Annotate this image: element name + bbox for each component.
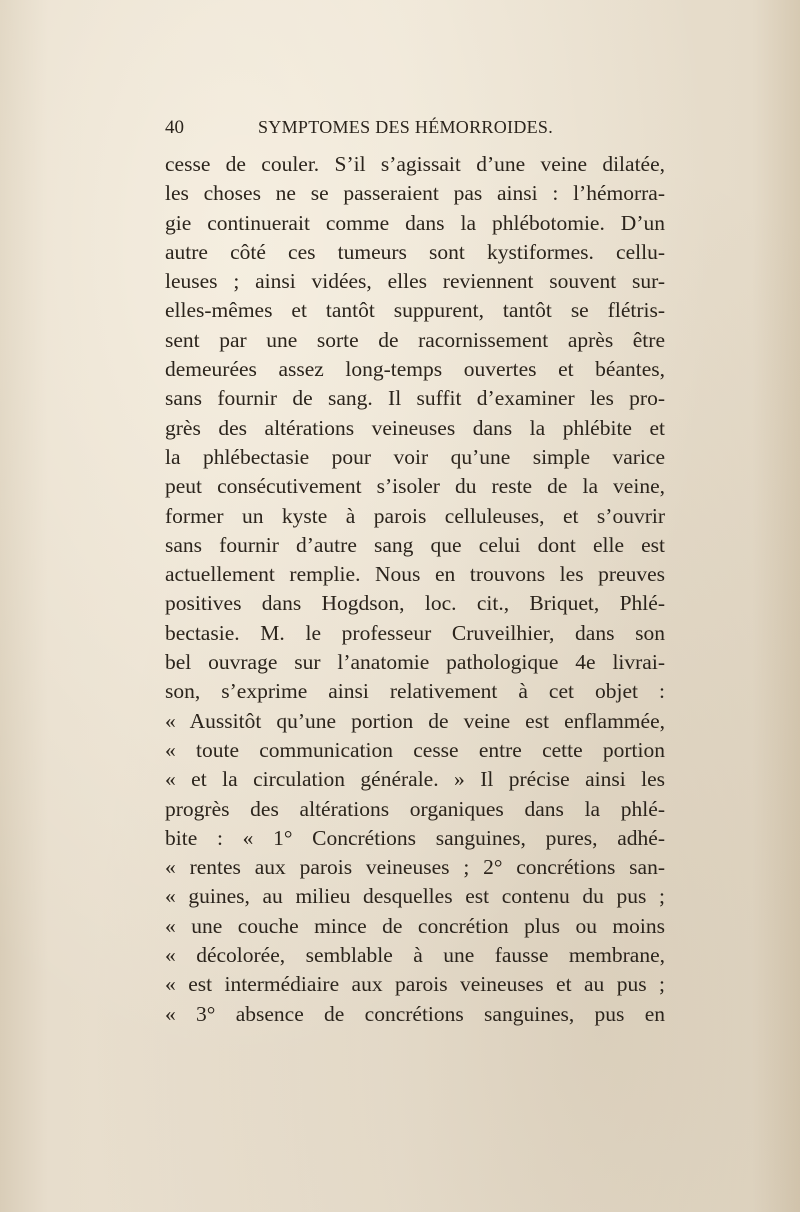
- text-line: bectasie. M. le professeur Cruveilhier, dans son: [165, 620, 665, 645]
- text-line: son, s’exprime ainsi relativement à cet objet :: [165, 679, 665, 704]
- text-line: bite : « 1° Concrétions sanguines, pures, adhé-: [165, 825, 665, 850]
- text-line: « est intermédiaire aux parois veineuses et au pus ;: [165, 972, 665, 997]
- text-line: actuellement remplie. Nous en trouvons les preuves: [165, 562, 665, 587]
- text-line: « rentes aux parois veineuses ; 2° concrétions san-: [165, 855, 665, 880]
- text-line: « décolorée, semblable à une fausse membrane,: [165, 943, 665, 968]
- text-line: peut consécutivement s’isoler du reste de la veine,: [165, 474, 665, 499]
- text-line: former un kyste à parois celluleuses, et s’ouvrir: [165, 503, 665, 528]
- text-line: cesse de couler. S’il s’agissait d’une veine dilatée,: [165, 152, 665, 176]
- body-text: [165, 150, 665, 1029]
- text-line: bel ouvrage sur l’anatomie pathologique 4e livrai-: [165, 650, 665, 675]
- page-header: [165, 117, 665, 143]
- text-line: sans fournir d’autre sang que celui dont elle est: [165, 532, 665, 557]
- text-line: grès des altérations veineuses dans la phlébite et: [165, 415, 665, 440]
- text-line: elles-mêmes et tantôt suppurent, tantôt se flétris-: [165, 298, 665, 323]
- text-line: « et la circulation générale. » Il précise ainsi les: [165, 767, 665, 792]
- text-line: autre côté ces tumeurs sont kystiformes. cellu-: [165, 239, 665, 264]
- text-line: « toute communication cesse entre cette portion: [165, 737, 665, 762]
- text-line: gie continuerait comme dans la phlébotomie. D’un: [165, 210, 665, 235]
- text-line: les choses ne se passeraient pas ainsi : l’hémorra-: [165, 181, 665, 206]
- text-line: la phlébectasie pour voir qu’une simple varice: [165, 444, 665, 469]
- text-line: « guines, au milieu desquelles est contenu du pus ;: [165, 884, 665, 909]
- text-line: « Aussitôt qu’une portion de veine est enflammée,: [165, 708, 665, 733]
- text-line: leuses ; ainsi vidées, elles reviennent souvent sur-: [165, 269, 665, 294]
- text-line: « 3° absence de concrétions sanguines, pus en: [165, 1001, 665, 1026]
- text-line: demeurées assez long-temps ouvertes et béantes,: [165, 357, 665, 382]
- text-line: sent par une sorte de racornissement après être: [165, 327, 665, 352]
- text-line: progrès des altérations organiques dans la phlé-: [165, 796, 665, 821]
- text-line: sans fournir de sang. Il suffit d’examiner les pro-: [165, 386, 665, 411]
- page-number: 40: [165, 117, 184, 138]
- text-line: « une couche mince de concrétion plus ou moins: [165, 913, 665, 938]
- running-head: SYMPTOMES DES HÉMORROIDES.: [258, 117, 554, 137]
- text-line: positives dans Hogdson, loc. cit., Briquet, Phlé-: [165, 591, 665, 616]
